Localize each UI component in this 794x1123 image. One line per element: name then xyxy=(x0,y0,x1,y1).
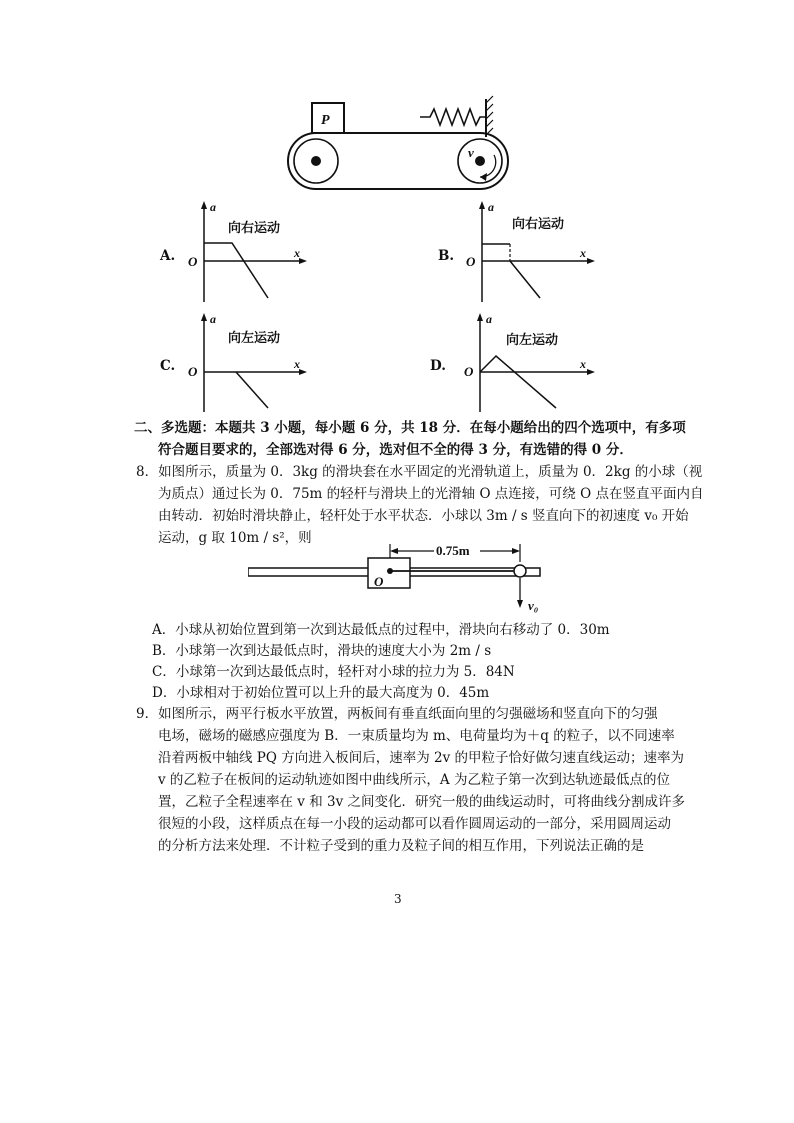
graph-c-axis-y: a xyxy=(210,312,216,326)
graph-d-origin: O xyxy=(464,364,474,379)
graph-a-axis-y: a xyxy=(210,200,216,214)
graph-b-axis-y: a xyxy=(488,200,494,214)
graph-a xyxy=(180,198,310,306)
graph-b-curve-bottom xyxy=(510,261,540,298)
graph-a-curve xyxy=(204,243,268,298)
q9-line7: 的分析方法来处理．不计粒子受到的重力及粒子间的相互作用，下列说法正确的是 xyxy=(158,838,644,854)
q8-line1: 8．如图所示，质量为 0．3kg 的滑块套在水平固定的光滑轨道上，质量为 0．2kg 的小球（视 xyxy=(136,464,703,480)
option-a-label: A. xyxy=(160,248,176,264)
graph-c-origin: O xyxy=(188,364,198,379)
q8-line3: 由转动．初始时滑块静止，轻杆处于水平状态．小球以 3m / s 竖直向下的初速度 v₀ 开始 xyxy=(158,508,689,524)
q9-line3: 沿着两板中轴线 PQ 方向进入板间后，速率为 2v 的甲粒子恰好做匀速直线运动；速率为 xyxy=(158,750,685,766)
left-axle xyxy=(311,156,321,166)
q8-option-a: A．小球从初始位置到第一次到达最低点的过程中，滑块向右移动了 0．30m xyxy=(152,622,610,638)
graph-b-title: 向右运动 xyxy=(512,216,565,231)
spring xyxy=(420,109,486,125)
graph-c-axis-x: x xyxy=(294,357,300,371)
right-axle xyxy=(475,156,485,166)
q8-v0-label: v₀ xyxy=(528,598,539,613)
option-d-label: D. xyxy=(430,358,446,374)
section2-line1: 二、多选题：本题共 3 小题，每小题 6 分，共 18 分．在每小题给出的四个选项中，有多项 xyxy=(134,420,686,436)
velocity-label: v xyxy=(468,145,474,160)
graph-d-axis-y: a xyxy=(486,312,492,326)
graph-a-axis-x: x xyxy=(294,246,300,260)
graph-b xyxy=(458,198,598,306)
q8-line2: 为质点）通过长为 0．75m 的轻杆与滑块上的光滑轴 O 点连接，可绕 O 点在竖直平面内自 xyxy=(158,486,704,502)
graph-d-title: 向左运动 xyxy=(506,332,559,347)
graph-d xyxy=(456,310,598,414)
graph-a-origin: O xyxy=(188,254,198,269)
graph-a-title: 向右运动 xyxy=(228,220,281,235)
q8-option-d: D．小球相对于初始位置可以上升的最大高度为 0．45m xyxy=(152,685,490,701)
graph-d-curve xyxy=(480,356,556,408)
q9-line4: v 的乙粒子在板间的运动轨迹如图中曲线所示，A 为乙粒子第一次到达轨迹最低点的位 xyxy=(158,772,670,788)
q8-pivot-label: O xyxy=(374,574,384,589)
q8-option-c: C．小球第一次到达最低点时，轻杆对小球的拉力为 5．84N xyxy=(152,664,515,680)
option-c-label: C. xyxy=(160,358,176,374)
graph-c xyxy=(180,310,310,414)
block-p-label: P xyxy=(321,113,330,128)
q8-figure xyxy=(248,540,548,618)
section2-line2: 符合题目要求的，全部选对得 6 分，选对但不全的得 3 分，有选错的得 0 分． xyxy=(158,442,633,458)
graph-c-title: 向左运动 xyxy=(228,330,281,345)
q9-line2: 电场，磁场的磁感应强度为 B．一束质量均为 m、电荷量均为＋q 的粒子，以不同速率 xyxy=(158,728,675,744)
q9-line1: 9．如图所示，两平行板水平放置，两板间有垂直纸面向里的匀强磁场和竖直向下的匀强 xyxy=(136,706,658,722)
q8-ball xyxy=(514,565,526,577)
q9-line5: 置，乙粒子全程速率在 v 和 3v 之间变化．研究一般的曲线运动时，可将曲线分割成许多 xyxy=(158,794,686,810)
wall-hatching xyxy=(486,96,493,135)
q9-line6: 很短的小段，这样质点在每一小段的运动都可以看作圆周运动的一部分，采用圆周运动 xyxy=(158,816,671,832)
graph-c-curve xyxy=(236,372,268,408)
q8-option-b: B．小球第一次到达最低点时，滑块的速度大小为 2m / s xyxy=(152,643,492,659)
q8-length-label: 0.75m xyxy=(436,543,470,558)
q8-line4: 运动，g 取 10m / s²，则 xyxy=(158,530,312,546)
graph-d-axis-x: x xyxy=(580,357,586,371)
graph-b-origin: O xyxy=(466,254,476,269)
page-number: 3 xyxy=(394,892,402,906)
graph-b-axis-x: x xyxy=(580,246,586,260)
conveyor-figure xyxy=(280,95,520,195)
option-b-label: B. xyxy=(438,248,455,264)
